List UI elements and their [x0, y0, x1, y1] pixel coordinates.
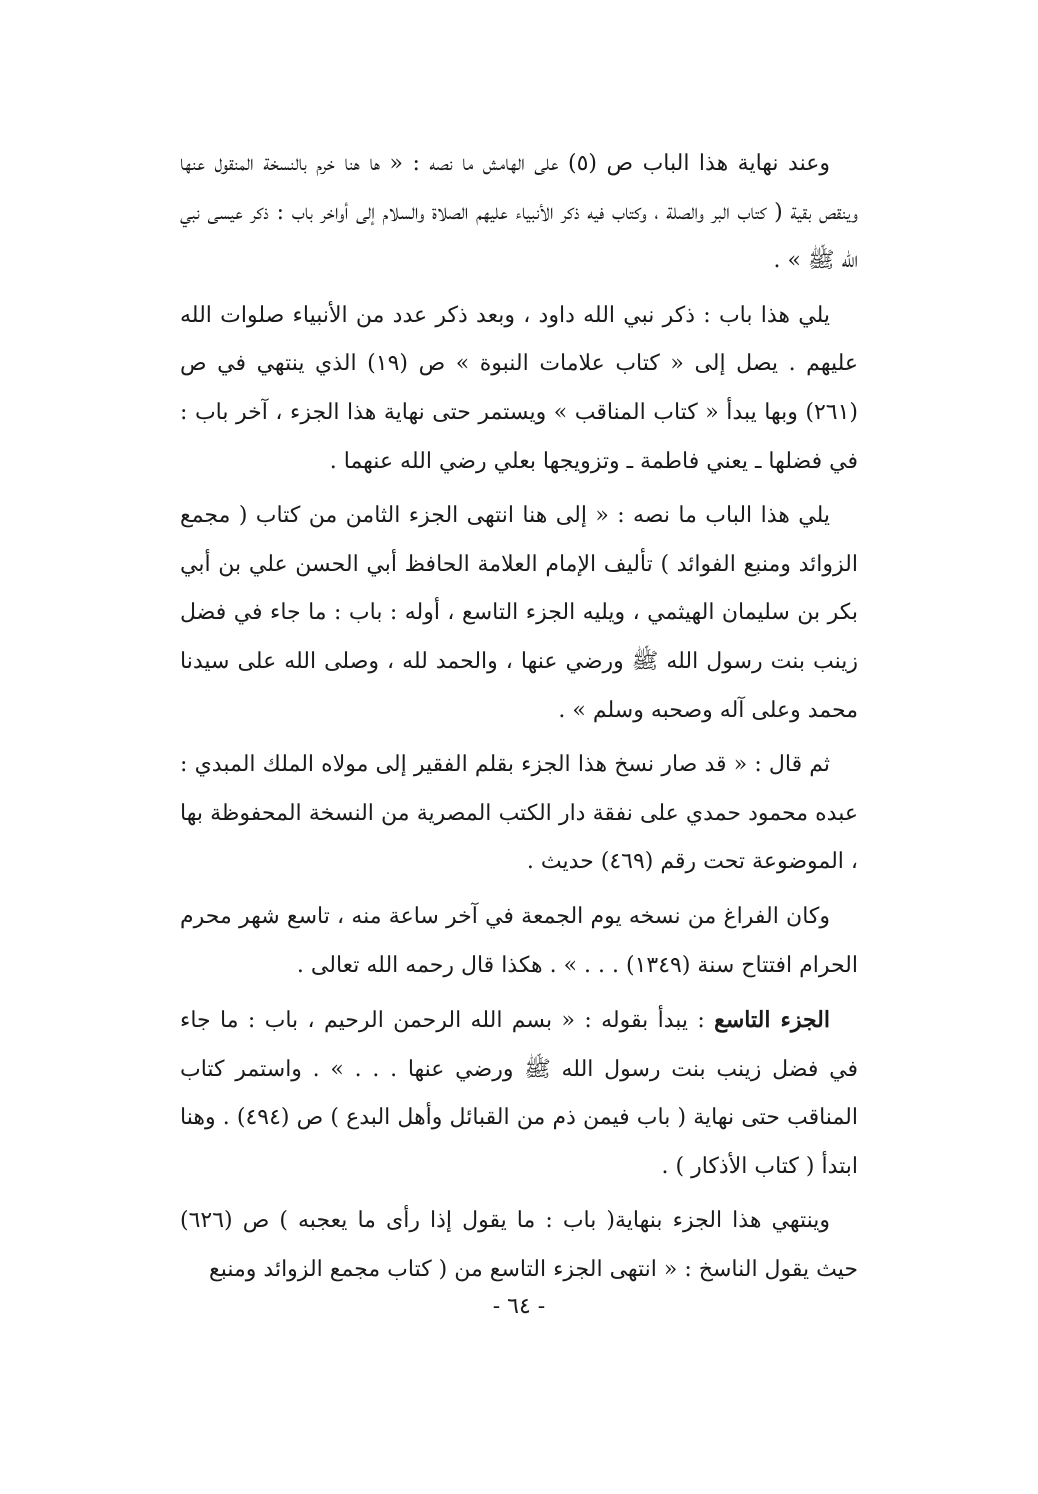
paragraph-body: : يبدأ بقوله : « بسم الله الرحمن الرحيم ، باب : ما جاء في فضل زينب بنت رسول الله ﷺ ورضي عنها . . . » . واستمر كتاب المناقب حتى نهاية ( باب فيمن ذم من القبائل وأهل البدع ) ص (٤٩٤) . وهنا ابتدأ ( كتاب الأذكار ) .	[180, 1008, 858, 1179]
paragraph: ثم قال : « قد صار نسخ هذا الجزء بقلم الفقير إلى مولاه الملك المبدي : عبده محمود حمدي على نفقة دار الكتب المصرية من النسخة المحفوظة بها ، الموضوعة تحت رقم (٤٦٩) حديث .	[180, 752, 858, 875]
paragraph: يلي هذا الباب ما نصه : « إلى هنا انتهى الجزء الثامن من كتاب ( مجمع الزوائد ومنبع الفوائد ) تأليف الإمام العلامة الحافظ أبي الحسن علي بن أبي بكر بن سليمان الهيثمي ، ويليه الجزء التاسع ، أوله : باب : ما جاء في فضل زينب بنت رسول الله ﷺ ورضي عنها ، والحمد لله ، وصلى الله على سيدنا محمد وعلى آله وصحبه وسلم » .	[180, 503, 858, 723]
section-heading: الجزء التاسع	[714, 1007, 830, 1034]
page-number: - ٦٤ -	[492, 1294, 546, 1319]
paragraph-ninth-part	[180, 996, 858, 1191]
main-text	[180, 140, 858, 1301]
paragraph: يلي هذا باب : ذكر نبي الله داود ، وبعد ذكر عدد من الأنبياء صلوات الله عليهم . يصل إلى « كتاب علامات النبوة » ص (١٩) الذي ينتهي في ص (٢٦١) وبها يبدأ « كتاب المناقب » ويستمر حتى نهاية هذا الجزء ، آخر باب : في فضلها ـ يعني فاطمة ـ وتزويجها بعلي رضي الله عنهما .	[180, 302, 859, 474]
paragraph: وكان الفراغ من نسخه يوم الجمعة في آخر ساعة منه ، تاسع شهر محرم الحرام افتتاح سنة (١٣٤٩) . . . » . هكذا قال رحمه الله تعالى .	[180, 903, 858, 978]
paragraph: وعند نهاية هذا الباب ص (٥) على الهامش ما نصه : « ها هنا خرم بالنسخة المنقول عنها وينقص بقية ( كتاب البر والصلة ، وكتاب فيه ذكر الأنبياء عليهم الصلاة والسلام إلى أواخر باب : ذكر عيسى نبي الله ﷺ » .	[180, 151, 858, 274]
paragraph: وينتهي هذا الجزء بنهاية( باب : ما يقول إذا رأى ما يعجبه ) ص (٦٢٦) حيث يقول الناسخ : « انتهى الجزء التاسع من ( كتاب مجمع الزوائد ومنبع	[180, 1208, 858, 1283]
